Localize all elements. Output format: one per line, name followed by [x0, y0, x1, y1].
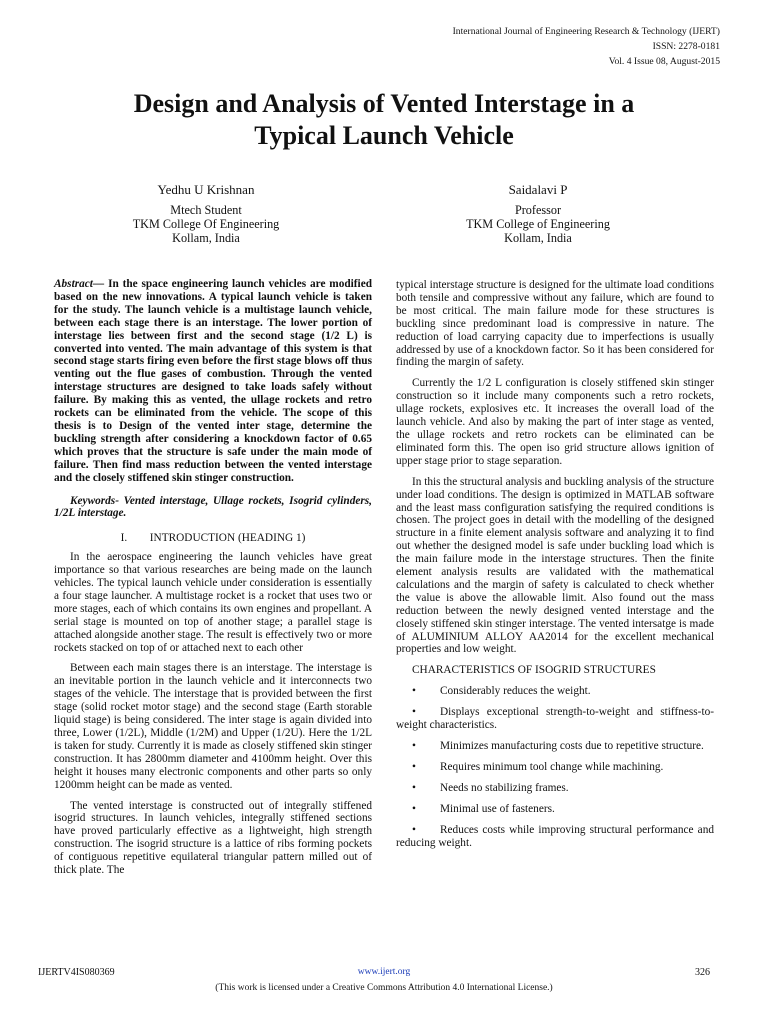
bullet-icon: •: [412, 781, 416, 794]
list-item-text: Reduces costs while improving structural performance and reducing weight.: [396, 823, 714, 849]
section-number: I.: [120, 532, 128, 545]
bullet-icon: •: [412, 760, 416, 773]
list-item: [396, 782, 714, 795]
footer-url-link[interactable]: www.ijert.org: [357, 967, 411, 977]
author-affiliation: TKM College Of Engineering: [132, 217, 280, 231]
paper-title: [40, 88, 728, 152]
abstract-lead: Abstract—: [54, 278, 105, 290]
heading-word: EADING: [249, 532, 294, 545]
footer-license: (This work is licensed under a Creative Commons Attribution 4.0 International License.): [215, 983, 553, 993]
title-line-1: Design and Analysis of Vented Interstage in a: [133, 89, 635, 118]
list-item: [396, 685, 714, 698]
list-item: [396, 706, 714, 732]
footer-page-number: 326: [695, 967, 710, 978]
list-item: [396, 803, 714, 816]
paragraph: Between each main stages there is an interstage. The interstage is an inevitable portion in the launch vehicle and it interconnects two stages of the vehicle. The interstage that is provided between the first stage (solid rocket motor stage) and the second stage (Earth storable liquid stage) is being considered. The inter stage is again divided into three, Lower (1/2L), Middle (1/2M) and Upper (1/2U). Here the 1/2L is taken for study. Currently it is made as closely stiffened skin stinger construction. It has 2800mm diameter and 4100mm height. Over this height it houses many electronic components and other parts so only 1200mm height can be made as vented.: [54, 662, 372, 791]
paragraph: Currently the 1/2 L configuration is closely stiffened skin stinger construction so it include many components such a retro rockets, ullage rockets, explosives etc. It increases the overall load of the launch vehicle. And also by making the part of inter stage as vented, the ullage rockets and retro rockets can be eliminated can be eliminated form this. The open iso grid structure allows ignition of upper stage prior to stage separation.: [396, 377, 714, 467]
left-column: [54, 278, 372, 885]
bullet-icon: •: [412, 740, 416, 752]
keywords: Keywords- Vented interstage, Ullage rockets, Isogrid cylinders, 1/2L interstage.: [54, 494, 372, 520]
footer-paper-id: IJERTV4IS080369: [38, 967, 115, 978]
paragraph: typical interstage structure is designed for the ultimate load conditions both tensile and compressive without any failure, which are found to be most critical. The main failure mode for these structures is buckling since predominant load is compressive in nature. The reduction of load carrying capacity due to imperfections is usually addressed by use of a knockdown factor. So it has been considered for finding the margin of safety.: [396, 279, 714, 369]
list-item: [396, 740, 714, 753]
heading-paren: (H: [237, 532, 250, 545]
section-title-rest: NTRODUCTION: [153, 532, 236, 545]
isogrid-list: [396, 685, 714, 849]
paragraph: In the aerospace engineering the launch vehicles have great importance so that various researches are being made on the launch vehicles. The typical launch vehicle under consideration is essentially a four stage launcher. A multistage rocket is a rocket that uses two or more stages, each of which contains its own engines and propellant. A serial stage is mounted on top of another stage; a parallel stage is attached alongside another stage. The result is effectively two or more rockets stacked on top of or attached next to each other: [54, 551, 372, 654]
author-name: Saidalavi P: [508, 182, 568, 197]
abstract: [54, 278, 372, 485]
list-item-text: Minimal use of fasteners.: [440, 802, 555, 815]
author-location: Kollam, India: [504, 231, 572, 245]
journal-issn: ISSN: 2278-0181: [652, 41, 720, 52]
isogrid-heading: CHARACTERISTICS OF ISOGRID STRUCTURES: [412, 664, 656, 677]
author-role: Professor: [514, 203, 562, 217]
journal-name: International Journal of Engineering Research & Technology (IJERT): [452, 26, 720, 37]
bullet-icon: •: [412, 706, 416, 719]
list-item-text: Requires minimum tool change while machining.: [440, 760, 664, 773]
list-item-text: Displays exceptional strength-to-weight and stiffness-to-weight characteristics.: [396, 706, 714, 732]
list-item-text: Minimizes manufacturing costs due to repetitive structure.: [440, 740, 704, 752]
list-item: [396, 824, 714, 850]
section-title-initial: I: [149, 532, 154, 545]
journal-header: [453, 24, 720, 69]
list-item-text: Considerably reduces the weight.: [440, 685, 591, 698]
author-affiliation: TKM College of Engineering: [466, 217, 610, 231]
bullet-icon: •: [412, 685, 416, 698]
section-heading-introduction: [54, 532, 372, 545]
author-name: Yedhu U Krishnan: [157, 182, 255, 197]
bullet-icon: •: [412, 802, 416, 815]
list-item-text: Needs no stabilizing frames.: [440, 781, 569, 794]
list-item: [396, 761, 714, 774]
author-role: Mtech Student: [170, 203, 242, 217]
author-block-1: [96, 183, 316, 245]
title-line-2: Typical Launch Vehicle: [254, 121, 514, 150]
paragraph: The vented interstage is constructed out of integrally stiffened isogrid structures. In launch vehicles, integrally stiffened sections have proved particularly effective as a lightweight, high strength construction. The isogrid structure is a lattice of ribs forming pockets of contiguous repetitive equilateral triangular pattern milled out of thick plate. The: [54, 799, 372, 877]
bullet-icon: •: [412, 823, 416, 836]
author-location: Kollam, India: [172, 231, 240, 245]
abstract-body: In the space engineering launch vehicles are modified based on the new innovations. A typical launch vehicle is taken for the study. The launch vehicle is a multistage launch vehicle, between each stage there is an interstage. The lower portion of interstage lies between first and the second stage (1/2 L) is converted into vented. The main advantage of this system is that second stage starts firing even before the first stage blows off thus venting out the flue gases of combustion. Through the vented interstage structures are designed to take loads safely without failure. By making this as vented, the ullage rockets and retro rockets can be eliminated from the vehicle. The scope of this thesis is to Design of the vented inter stage, determine the buckling strength after considering a knockdown factor of 0.65 which proves that the structure is safe under the main mode of failure. Then find mass reduction between the vented interstage and the closely stiffened skin stinger construction.: [54, 278, 372, 484]
author-block-2: [428, 183, 648, 245]
heading-end: 1): [293, 532, 306, 545]
paragraph: In this the structural analysis and buckling analysis of the structure under load conditions. The design is optimized in MATLAB software and the least mass configuration satisfying the required conditions is chosen. The project goes in detail with the modelling of the designed structure in a finite element analysis software and analyzing it to find out whether the designed model is safe under buckling load which is the main failure mode in the interstage structures. Then the finite element analysis results are validated with the mathematical calculations and the margin of safety is calculated to check whether the value is above the allowable limit. Also found out the mass reduction between the newly designed vented interstage and the closely stiffened skin stinger interstage. The vented intersatge is made of ALUMINIUM ALLOY AA2014 for the excellent mechanical properties and low weight.: [396, 475, 714, 656]
journal-volume: Vol. 4 Issue 08, August-2015: [608, 56, 720, 67]
right-column: [396, 279, 714, 857]
